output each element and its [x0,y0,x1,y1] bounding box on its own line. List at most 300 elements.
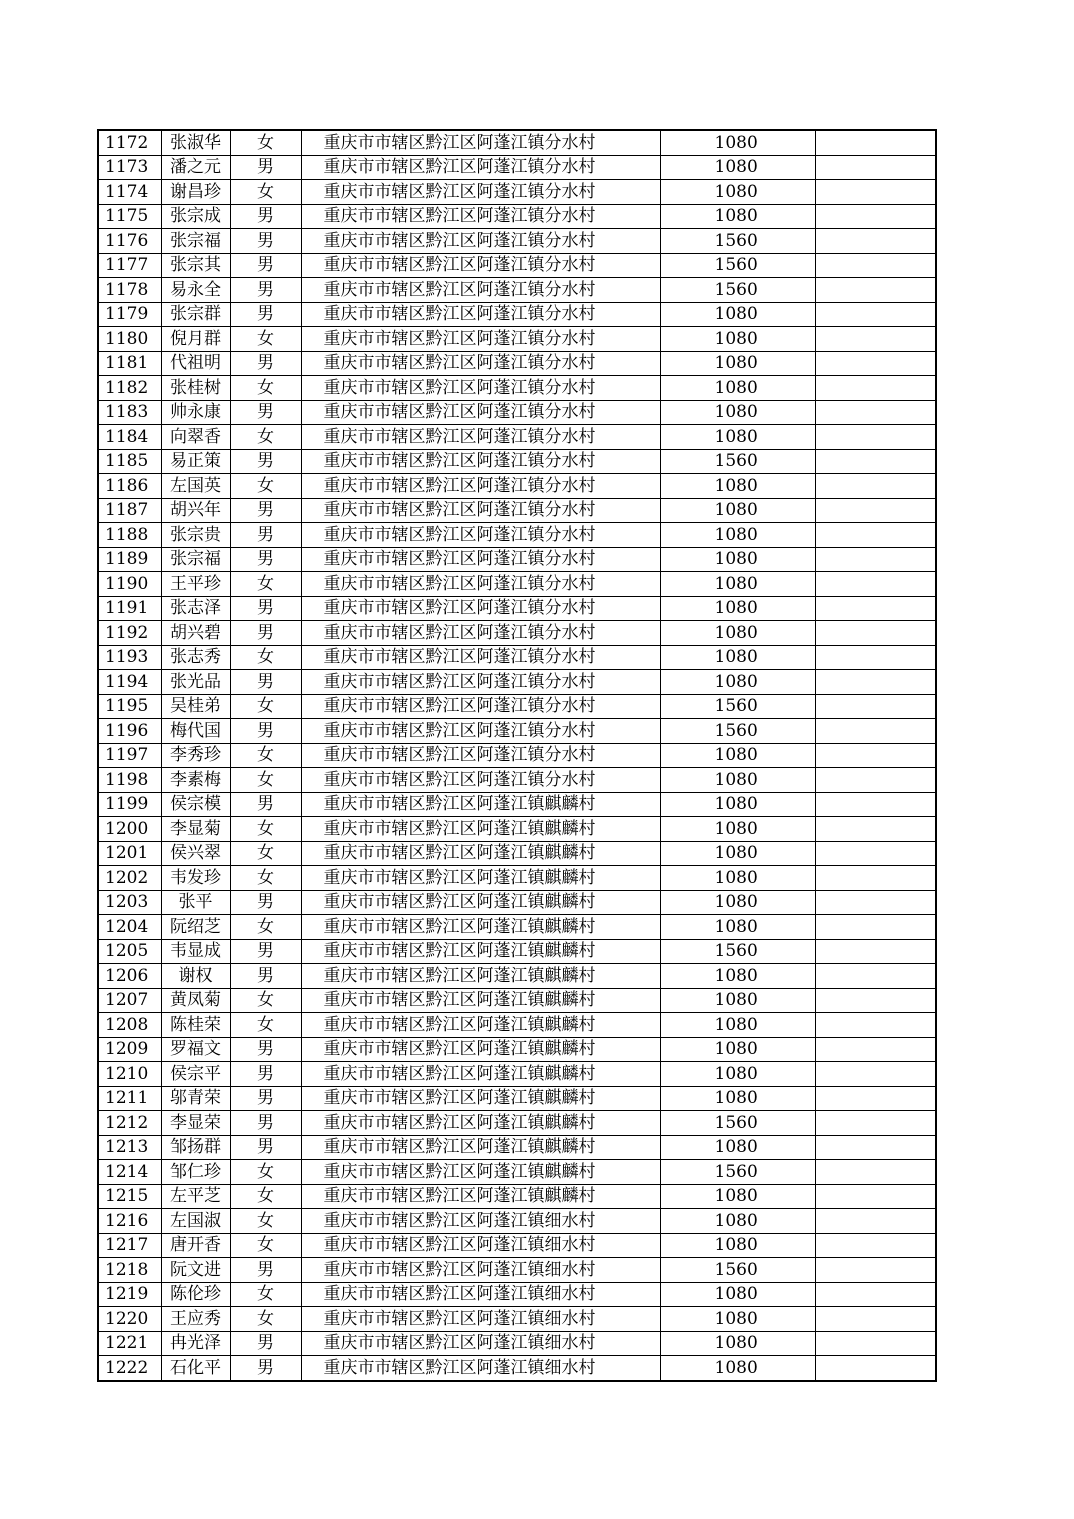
remark-cell [815,180,936,205]
row-number-cell: 1217 [98,1233,161,1258]
row-number-cell: 1213 [98,1135,161,1160]
gender-cell: 女 [230,180,301,205]
address-cell: 重庆市市辖区黔江区阿蓬江镇麒麟村 [301,792,660,817]
amount-cell: 1080 [660,1184,815,1209]
name-cell: 邹扬群 [161,1135,230,1160]
gender-cell: 男 [230,1062,301,1087]
remark-cell [815,302,936,327]
gender-cell: 女 [230,841,301,866]
gender-cell: 女 [230,1184,301,1209]
remark-cell [815,1062,936,1087]
name-cell: 左国淑 [161,1209,230,1234]
gender-cell: 男 [230,302,301,327]
amount-cell: 1080 [660,523,815,548]
address-cell: 重庆市市辖区黔江区阿蓬江镇分水村 [301,180,660,205]
row-number-cell: 1206 [98,964,161,989]
remark-cell [815,351,936,376]
address-cell: 重庆市市辖区黔江区阿蓬江镇分水村 [301,302,660,327]
table-row [98,327,936,352]
name-cell: 张志秀 [161,645,230,670]
amount-cell: 1080 [660,1013,815,1038]
amount-cell: 1080 [660,988,815,1013]
address-cell: 重庆市市辖区黔江区阿蓬江镇麒麟村 [301,841,660,866]
amount-cell: 1080 [660,1233,815,1258]
name-cell: 胡兴年 [161,498,230,523]
name-cell: 侯宗模 [161,792,230,817]
remark-cell [815,1160,936,1185]
address-cell: 重庆市市辖区黔江区阿蓬江镇分水村 [301,719,660,744]
gender-cell: 男 [230,351,301,376]
remark-cell [815,547,936,572]
table-row [98,596,936,621]
amount-cell: 1080 [660,180,815,205]
remark-cell [815,964,936,989]
address-cell: 重庆市市辖区黔江区阿蓬江镇麒麟村 [301,1013,660,1038]
remark-cell [815,1233,936,1258]
table-row [98,302,936,327]
amount-cell: 1080 [660,670,815,695]
name-cell: 罗福文 [161,1037,230,1062]
row-number-cell: 1198 [98,768,161,793]
amount-cell: 1560 [660,278,815,303]
table-row [98,817,936,842]
address-cell: 重庆市市辖区黔江区阿蓬江镇麒麟村 [301,1062,660,1087]
table-row [98,400,936,425]
row-number-cell: 1192 [98,621,161,646]
amount-cell: 1080 [660,547,815,572]
amount-cell: 1080 [660,596,815,621]
address-cell: 重庆市市辖区黔江区阿蓬江镇麒麟村 [301,1037,660,1062]
row-number-cell: 1202 [98,866,161,891]
gender-cell: 男 [230,719,301,744]
row-number-cell: 1183 [98,400,161,425]
amount-cell: 1080 [660,1062,815,1087]
gender-cell: 女 [230,1233,301,1258]
gender-cell: 男 [230,253,301,278]
gender-cell: 女 [230,1160,301,1185]
amount-cell: 1080 [660,621,815,646]
amount-cell: 1080 [660,1037,815,1062]
address-cell: 重庆市市辖区黔江区阿蓬江镇分水村 [301,498,660,523]
remark-cell [815,1037,936,1062]
row-number-cell: 1211 [98,1086,161,1111]
table-row [98,866,936,891]
amount-cell: 1080 [660,768,815,793]
address-cell: 重庆市市辖区黔江区阿蓬江镇分水村 [301,596,660,621]
gender-cell: 男 [230,1037,301,1062]
amount-cell: 1080 [660,1209,815,1234]
address-cell: 重庆市市辖区黔江区阿蓬江镇细水村 [301,1307,660,1332]
row-number-cell: 1218 [98,1258,161,1283]
table-row [98,1307,936,1332]
amount-cell: 1560 [660,1258,815,1283]
name-cell: 王应秀 [161,1307,230,1332]
row-number-cell: 1204 [98,915,161,940]
gender-cell: 女 [230,743,301,768]
row-number-cell: 1196 [98,719,161,744]
address-cell: 重庆市市辖区黔江区阿蓬江镇分水村 [301,547,660,572]
address-cell: 重庆市市辖区黔江区阿蓬江镇麒麟村 [301,988,660,1013]
table-row [98,376,936,401]
gender-cell: 男 [230,1331,301,1356]
amount-cell: 1080 [660,817,815,842]
amount-cell: 1080 [660,792,815,817]
address-cell: 重庆市市辖区黔江区阿蓬江镇细水村 [301,1233,660,1258]
name-cell: 阮绍芝 [161,915,230,940]
remark-cell [815,130,936,155]
address-cell: 重庆市市辖区黔江区阿蓬江镇麒麟村 [301,817,660,842]
row-number-cell: 1184 [98,425,161,450]
name-cell: 潘之元 [161,155,230,180]
address-cell: 重庆市市辖区黔江区阿蓬江镇麒麟村 [301,964,660,989]
remark-cell [815,327,936,352]
amount-cell: 1560 [660,694,815,719]
amount-cell: 1080 [660,130,815,155]
row-number-cell: 1178 [98,278,161,303]
address-cell: 重庆市市辖区黔江区阿蓬江镇分水村 [301,400,660,425]
amount-cell: 1080 [660,425,815,450]
address-cell: 重庆市市辖区黔江区阿蓬江镇分水村 [301,425,660,450]
row-number-cell: 1222 [98,1356,161,1381]
remark-cell [815,229,936,254]
amount-cell: 1080 [660,572,815,597]
amount-cell: 1080 [660,1331,815,1356]
gender-cell: 女 [230,817,301,842]
table-row [98,1233,936,1258]
remark-cell [815,621,936,646]
amount-cell: 1080 [660,1356,815,1381]
address-cell: 重庆市市辖区黔江区阿蓬江镇分水村 [301,253,660,278]
remark-cell [815,890,936,915]
name-cell: 张宗成 [161,204,230,229]
amount-cell: 1080 [660,964,815,989]
gender-cell: 男 [230,1258,301,1283]
gender-cell: 女 [230,327,301,352]
gender-cell: 女 [230,376,301,401]
name-cell: 唐开香 [161,1233,230,1258]
remark-cell [815,449,936,474]
address-cell: 重庆市市辖区黔江区阿蓬江镇细水村 [301,1209,660,1234]
remark-cell [815,1282,936,1307]
table-row [98,449,936,474]
name-cell: 冉光泽 [161,1331,230,1356]
name-cell: 阮文进 [161,1258,230,1283]
gender-cell: 男 [230,547,301,572]
gender-cell: 男 [230,229,301,254]
remark-cell [815,841,936,866]
gender-cell: 男 [230,523,301,548]
row-number-cell: 1195 [98,694,161,719]
amount-cell: 1080 [660,1282,815,1307]
row-number-cell: 1189 [98,547,161,572]
address-cell: 重庆市市辖区黔江区阿蓬江镇分水村 [301,130,660,155]
name-cell: 张宗福 [161,547,230,572]
remark-cell [815,498,936,523]
row-number-cell: 1197 [98,743,161,768]
remark-cell [815,719,936,744]
name-cell: 张宗贵 [161,523,230,548]
remark-cell [815,939,936,964]
table-row [98,498,936,523]
gender-cell: 男 [230,204,301,229]
name-cell: 韦显成 [161,939,230,964]
row-number-cell: 1201 [98,841,161,866]
table-row [98,890,936,915]
name-cell: 代祖明 [161,351,230,376]
address-cell: 重庆市市辖区黔江区阿蓬江镇分水村 [301,768,660,793]
address-cell: 重庆市市辖区黔江区阿蓬江镇分水村 [301,229,660,254]
row-number-cell: 1179 [98,302,161,327]
table-row [98,988,936,1013]
table-row [98,841,936,866]
row-number-cell: 1215 [98,1184,161,1209]
address-cell: 重庆市市辖区黔江区阿蓬江镇麒麟村 [301,1086,660,1111]
address-cell: 重庆市市辖区黔江区阿蓬江镇麒麟村 [301,915,660,940]
table-row [98,1111,936,1136]
row-number-cell: 1190 [98,572,161,597]
amount-cell: 1560 [660,449,815,474]
row-number-cell: 1200 [98,817,161,842]
table-row [98,792,936,817]
remark-cell [815,204,936,229]
row-number-cell: 1174 [98,180,161,205]
remark-cell [815,278,936,303]
amount-cell: 1080 [660,1086,815,1111]
name-cell: 张宗福 [161,229,230,254]
remark-cell [815,400,936,425]
gender-cell: 女 [230,915,301,940]
name-cell: 吴桂弟 [161,694,230,719]
table-row [98,645,936,670]
amount-cell: 1080 [660,376,815,401]
row-number-cell: 1208 [98,1013,161,1038]
table-row [98,915,936,940]
gender-cell: 女 [230,572,301,597]
remark-cell [815,988,936,1013]
name-cell: 张淑华 [161,130,230,155]
remark-cell [815,1258,936,1283]
amount-cell: 1080 [660,498,815,523]
remark-cell [815,743,936,768]
amount-cell: 1560 [660,939,815,964]
remark-cell [815,915,936,940]
row-number-cell: 1214 [98,1160,161,1185]
table-row [98,768,936,793]
amount-cell: 1080 [660,302,815,327]
remark-cell [815,1013,936,1038]
gender-cell: 男 [230,1135,301,1160]
table-row [98,719,936,744]
name-cell: 谢昌珍 [161,180,230,205]
table-row [98,1037,936,1062]
address-cell: 重庆市市辖区黔江区阿蓬江镇麒麟村 [301,1111,660,1136]
gender-cell: 男 [230,621,301,646]
name-cell: 张志泽 [161,596,230,621]
gender-cell: 男 [230,400,301,425]
address-cell: 重庆市市辖区黔江区阿蓬江镇麒麟村 [301,1160,660,1185]
gender-cell: 女 [230,1307,301,1332]
address-cell: 重庆市市辖区黔江区阿蓬江镇分水村 [301,670,660,695]
gender-cell: 男 [230,498,301,523]
name-cell: 侯宗平 [161,1062,230,1087]
table-row [98,1062,936,1087]
remark-cell [815,425,936,450]
gender-cell: 女 [230,645,301,670]
table-row [98,621,936,646]
gender-cell: 女 [230,768,301,793]
remark-cell [815,866,936,891]
table-row [98,130,936,155]
address-cell: 重庆市市辖区黔江区阿蓬江镇细水村 [301,1331,660,1356]
table-row [98,474,936,499]
row-number-cell: 1173 [98,155,161,180]
name-cell: 帅永康 [161,400,230,425]
table-row [98,155,936,180]
data-table [97,129,937,1382]
remark-cell [815,1331,936,1356]
row-number-cell: 1216 [98,1209,161,1234]
name-cell: 邹仁珍 [161,1160,230,1185]
amount-cell: 1560 [660,229,815,254]
amount-cell: 1080 [660,204,815,229]
row-number-cell: 1193 [98,645,161,670]
name-cell: 谢权 [161,964,230,989]
amount-cell: 1560 [660,1160,815,1185]
table-row [98,743,936,768]
address-cell: 重庆市市辖区黔江区阿蓬江镇分水村 [301,474,660,499]
table-row [98,204,936,229]
name-cell: 石化平 [161,1356,230,1381]
gender-cell: 男 [230,449,301,474]
amount-cell: 1080 [660,155,815,180]
gender-cell: 男 [230,670,301,695]
table-row [98,670,936,695]
address-cell: 重庆市市辖区黔江区阿蓬江镇分水村 [301,572,660,597]
remark-cell [815,253,936,278]
amount-cell: 1560 [660,719,815,744]
address-cell: 重庆市市辖区黔江区阿蓬江镇麒麟村 [301,1184,660,1209]
address-cell: 重庆市市辖区黔江区阿蓬江镇分水村 [301,523,660,548]
address-cell: 重庆市市辖区黔江区阿蓬江镇分水村 [301,694,660,719]
table-row [98,253,936,278]
table-row [98,351,936,376]
name-cell: 李显菊 [161,817,230,842]
amount-cell: 1080 [660,645,815,670]
name-cell: 张平 [161,890,230,915]
address-cell: 重庆市市辖区黔江区阿蓬江镇麒麟村 [301,890,660,915]
table-row [98,1356,936,1381]
row-number-cell: 1187 [98,498,161,523]
name-cell: 倪月群 [161,327,230,352]
row-number-cell: 1188 [98,523,161,548]
amount-cell: 1080 [660,890,815,915]
row-number-cell: 1205 [98,939,161,964]
row-number-cell: 1186 [98,474,161,499]
remark-cell [815,645,936,670]
gender-cell: 女 [230,1209,301,1234]
remark-cell [815,1307,936,1332]
name-cell: 邬青荣 [161,1086,230,1111]
name-cell: 左国英 [161,474,230,499]
name-cell: 李素梅 [161,768,230,793]
table-row [98,572,936,597]
remark-cell [815,572,936,597]
name-cell: 侯兴翠 [161,841,230,866]
row-number-cell: 1177 [98,253,161,278]
table-row [98,1160,936,1185]
table-row [98,1184,936,1209]
gender-cell: 女 [230,866,301,891]
name-cell: 张桂树 [161,376,230,401]
table-row [98,523,936,548]
gender-cell: 男 [230,278,301,303]
row-number-cell: 1212 [98,1111,161,1136]
address-cell: 重庆市市辖区黔江区阿蓬江镇分水村 [301,743,660,768]
gender-cell: 男 [230,155,301,180]
remark-cell [815,474,936,499]
amount-cell: 1080 [660,400,815,425]
address-cell: 重庆市市辖区黔江区阿蓬江镇分水村 [301,204,660,229]
table-row [98,425,936,450]
row-number-cell: 1172 [98,130,161,155]
gender-cell: 男 [230,1111,301,1136]
address-cell: 重庆市市辖区黔江区阿蓬江镇分水村 [301,155,660,180]
table-row [98,1331,936,1356]
amount-cell: 1080 [660,327,815,352]
name-cell: 李秀珍 [161,743,230,768]
gender-cell: 女 [230,474,301,499]
name-cell: 王平珍 [161,572,230,597]
row-number-cell: 1180 [98,327,161,352]
remark-cell [815,817,936,842]
table-row [98,1209,936,1234]
amount-cell: 1080 [660,841,815,866]
remark-cell [815,792,936,817]
row-number-cell: 1191 [98,596,161,621]
remark-cell [815,1209,936,1234]
gender-cell: 男 [230,890,301,915]
name-cell: 韦发珍 [161,866,230,891]
address-cell: 重庆市市辖区黔江区阿蓬江镇分水村 [301,645,660,670]
amount-cell: 1080 [660,915,815,940]
address-cell: 重庆市市辖区黔江区阿蓬江镇分水村 [301,278,660,303]
name-cell: 胡兴碧 [161,621,230,646]
remark-cell [815,1356,936,1381]
amount-cell: 1560 [660,1111,815,1136]
row-number-cell: 1181 [98,351,161,376]
row-number-cell: 1220 [98,1307,161,1332]
remark-cell [815,1086,936,1111]
address-cell: 重庆市市辖区黔江区阿蓬江镇麒麟村 [301,1135,660,1160]
remark-cell [815,1184,936,1209]
table-row [98,939,936,964]
name-cell: 易永全 [161,278,230,303]
table-row [98,1086,936,1111]
name-cell: 易正策 [161,449,230,474]
table-row [98,278,936,303]
address-cell: 重庆市市辖区黔江区阿蓬江镇麒麟村 [301,939,660,964]
row-number-cell: 1182 [98,376,161,401]
remark-cell [815,523,936,548]
address-cell: 重庆市市辖区黔江区阿蓬江镇细水村 [301,1258,660,1283]
remark-cell [815,155,936,180]
gender-cell: 男 [230,792,301,817]
address-cell: 重庆市市辖区黔江区阿蓬江镇麒麟村 [301,866,660,891]
row-number-cell: 1209 [98,1037,161,1062]
gender-cell: 女 [230,425,301,450]
row-number-cell: 1219 [98,1282,161,1307]
gender-cell: 女 [230,694,301,719]
